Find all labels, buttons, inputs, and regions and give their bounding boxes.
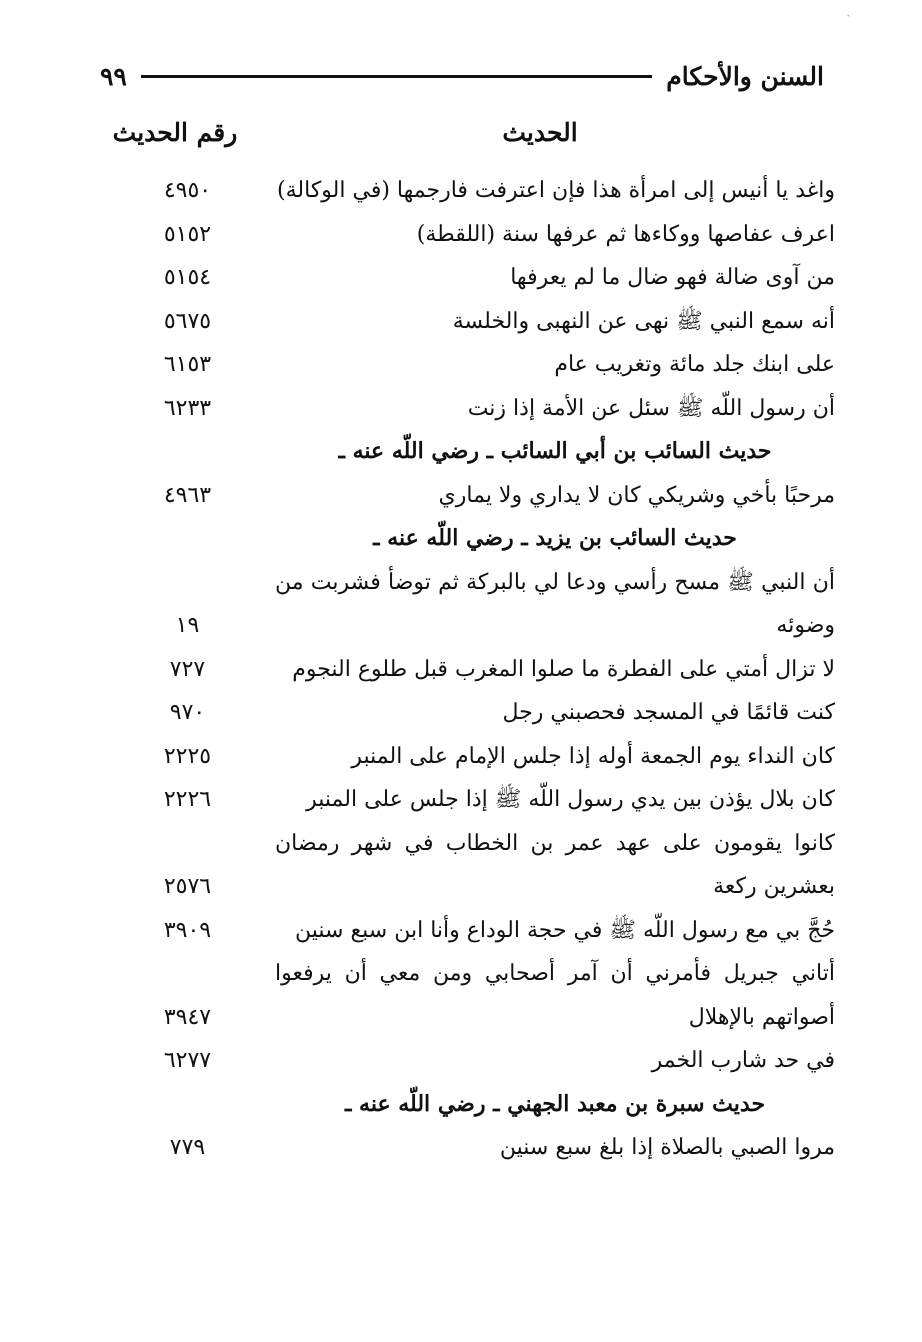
hadith-number: ٥١٥٢ xyxy=(163,221,212,247)
running-header xyxy=(100,56,824,96)
hadith-number: ٧٢٧ xyxy=(169,656,206,682)
hadith-number: ٧٧٩ xyxy=(169,1135,206,1160)
hadith-number: ٢٢٢٥ xyxy=(163,743,212,769)
hadith-number: ٦٢٣٣ xyxy=(163,395,212,421)
hadith-entry xyxy=(100,1126,835,1170)
header-rule xyxy=(141,75,652,78)
hadith-text: مروا الصبي بالصلاة إذا بلغ سبع سنين xyxy=(499,1135,835,1160)
narrator-heading: حديث السائب بن يزيد ـ رضي اللّه عنه ـ xyxy=(373,525,737,551)
hadith-entry xyxy=(100,474,835,518)
hadith-entry xyxy=(100,213,835,257)
hadith-number: ٥٦٧٥ xyxy=(163,308,212,334)
hadith-number: ٩٧٠ xyxy=(169,700,206,725)
hadith-entry xyxy=(100,822,835,909)
hadith-text: كانوا يقومون على عهد عمر بن الخطاب في شهر رمضان بعشرين ركعة xyxy=(275,830,835,899)
hadith-entry xyxy=(100,952,835,1039)
hadith-entry xyxy=(100,778,835,822)
hadith-entry xyxy=(100,343,835,387)
hadith-text: من آوى ضالة فهو ضال ما لم يعرفها xyxy=(510,265,835,290)
narrator-section xyxy=(100,517,835,561)
narrator-section xyxy=(100,430,835,474)
hadith-entry xyxy=(100,387,835,431)
column-header-hadith: الحديث xyxy=(502,118,578,147)
hadith-entry xyxy=(100,691,835,735)
hadith-number: ٢٥٧٦ xyxy=(163,874,212,899)
hadith-text: على ابنك جلد مائة وتغريب عام xyxy=(554,352,835,377)
narrator-heading: حديث السائب بن أبي السائب ـ رضي اللّه عنه ـ xyxy=(338,438,772,464)
scan-mark: ˎ xyxy=(846,6,850,17)
hadith-entry xyxy=(100,648,835,692)
hadith-text: كان بلال يؤذن بين يدي رسول اللّه ﷺ إذا جلس على المنبر xyxy=(306,787,835,812)
hadith-text: حُجَّ بي مع رسول اللّه ﷺ في حجة الوداع وأنا ابن سبع سنين xyxy=(295,917,835,943)
hadith-text: كنت قائمًا في المسجد فحصبني رجل xyxy=(502,700,835,725)
hadith-text: اعرف عفاصها ووكاءها ثم عرفها سنة (اللقطة) xyxy=(416,221,835,247)
narrator-section xyxy=(100,1083,835,1127)
hadith-entry xyxy=(100,1039,835,1083)
hadith-number: ٣٩٠٩ xyxy=(163,917,212,943)
hadith-entry xyxy=(100,909,835,953)
hadith-number: ٥١٥٤ xyxy=(163,265,212,290)
hadith-text: كان النداء يوم الجمعة أوله إذا جلس الإمام على المنبر xyxy=(351,743,835,769)
hadith-index-list xyxy=(100,169,835,1170)
hadith-entry xyxy=(100,256,835,300)
hadith-text: مرحبًا بأخي وشريكي كان لا يداري ولا يماري xyxy=(438,482,835,508)
hadith-text: أتاني جبريل فأمرني أن آمر أصحابي ومن معي أن يرفعوا أصواتهم بالإهلال xyxy=(275,961,835,1030)
narrator-heading: حديث سبرة بن معبد الجهني ـ رضي اللّه عنه ـ xyxy=(344,1090,766,1117)
page-number: ٩٩ xyxy=(100,61,127,91)
hadith-text: أن رسول اللّه ﷺ سئل عن الأمة إذا زنت xyxy=(467,395,835,421)
running-title: السنن والأحكام xyxy=(666,61,824,91)
hadith-number: ٣٩٤٧ xyxy=(163,1004,212,1030)
hadith-number: ٤٩٦٣ xyxy=(163,482,212,508)
hadith-entry xyxy=(100,300,835,344)
hadith-text: لا تزال أمتي على الفطرة ما صلوا المغرب قبل طلوع النجوم xyxy=(292,656,835,682)
hadith-text: واغد يا أنيس إلى امرأة هذا فإن اعترفت فارجمها (في الوكالة) xyxy=(277,178,835,203)
hadith-text: أنه سمع النبي ﷺ نهى عن النهبى والخلسة xyxy=(452,308,835,334)
hadith-number: ٤٩٥٠ xyxy=(163,178,212,203)
column-header-number: رقم الحديث xyxy=(112,118,238,147)
hadith-number: ٢٢٢٦ xyxy=(163,787,212,812)
hadith-entry xyxy=(100,561,835,648)
hadith-entry xyxy=(100,735,835,779)
hadith-number: ٦١٥٣ xyxy=(163,352,212,377)
hadith-number: ٦٢٧٧ xyxy=(163,1048,212,1073)
hadith-entry xyxy=(100,169,835,213)
hadith-text: في حد شارب الخمر xyxy=(651,1048,835,1073)
hadith-number: ١٩ xyxy=(175,613,200,638)
hadith-text: أن النبي ﷺ مسح رأسي ودعا لي بالبركة ثم توضأ فشربت من وضوئه xyxy=(275,569,835,638)
